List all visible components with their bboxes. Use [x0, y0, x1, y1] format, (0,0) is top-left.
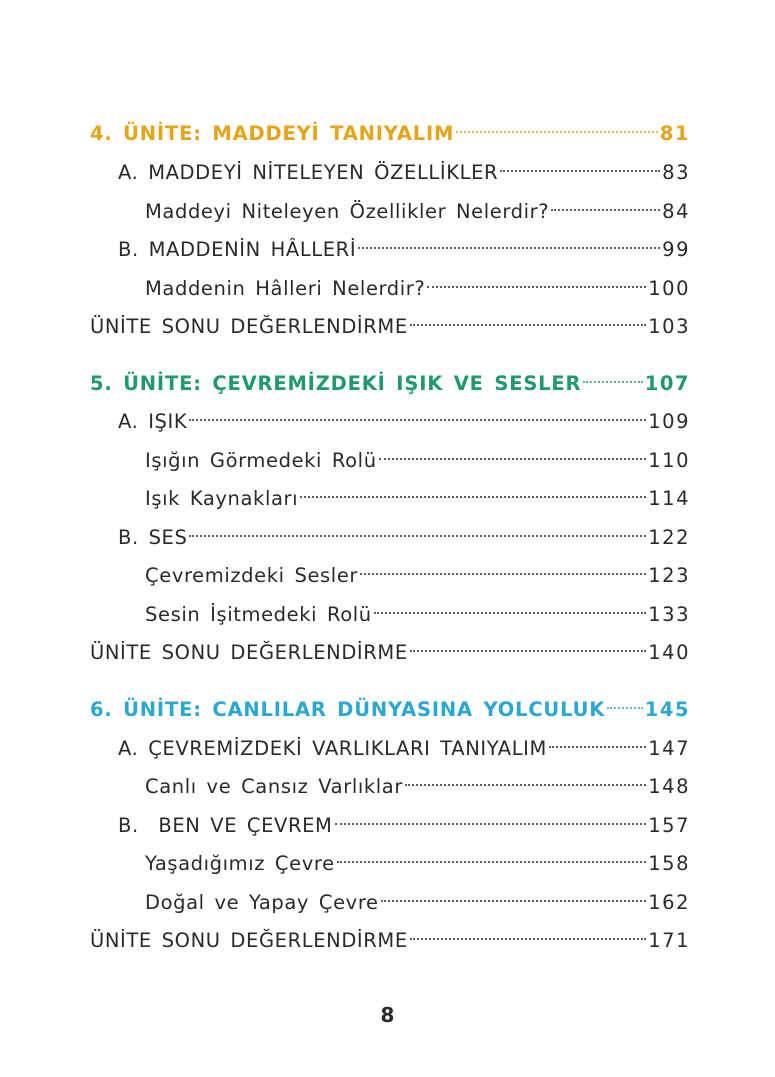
dot-leader	[300, 477, 646, 505]
toc-page: 81	[659, 122, 690, 145]
dot-leader	[607, 688, 643, 716]
toc-section[interactable]	[118, 727, 690, 760]
toc-label: A. IŞIK	[118, 410, 188, 433]
toc-label: B. BEN VE ÇEVREM	[118, 814, 333, 837]
toc-label: Doğal ve Yapay Çevre	[145, 891, 379, 914]
toc-section[interactable]	[118, 804, 690, 837]
toc-page: 158	[648, 852, 690, 875]
toc-page: 171	[648, 929, 690, 952]
toc-label: Yaşadığımız Çevre	[145, 852, 335, 875]
dot-leader	[551, 190, 660, 218]
dot-leader	[410, 631, 646, 659]
toc-label: Işığın Görmedeki Rolü	[145, 449, 377, 472]
dot-leader	[583, 362, 642, 390]
toc-label: ÜNİTE SONU DEĞERLENDİRME	[90, 929, 408, 952]
toc-section[interactable]	[118, 228, 690, 261]
toc-subsection[interactable]	[145, 765, 690, 798]
toc-unit-heading[interactable]	[90, 362, 690, 395]
toc-page: 162	[648, 891, 690, 914]
dot-leader	[379, 439, 647, 467]
toc-subsection[interactable]	[145, 593, 690, 626]
toc-page: 122	[648, 526, 690, 549]
toc-subsection[interactable]	[145, 842, 690, 875]
dot-leader	[456, 112, 658, 140]
toc-label: Işık Kaynakları	[145, 487, 299, 510]
toc-evaluation[interactable]	[90, 305, 690, 338]
toc-label: B. SES	[118, 526, 188, 549]
toc-subsection[interactable]	[145, 439, 690, 472]
toc-page: 109	[648, 410, 690, 433]
toc-label: ÜNİTE SONU DEĞERLENDİRME	[90, 315, 408, 338]
dot-leader	[189, 516, 646, 544]
toc-subsection[interactable]	[145, 267, 690, 300]
toc-page: 100	[648, 277, 690, 300]
dot-leader	[405, 765, 646, 793]
dot-leader	[410, 305, 646, 333]
toc-label: Maddenin Hâlleri Nelerdir?	[145, 277, 426, 300]
toc-subsection[interactable]	[145, 477, 690, 510]
toc-label: 5. ÜNİTE: ÇEVREMİZDEKİ IŞIK VE SESLER	[90, 372, 582, 395]
toc-page: 148	[648, 775, 690, 798]
toc-label: Maddeyi Niteleyen Özellikler Nelerdir?	[145, 200, 550, 223]
toc-label: ÜNİTE SONU DEĞERLENDİRME	[90, 641, 408, 664]
toc-label: B. MADDENİN HÂLLERİ	[118, 238, 357, 261]
toc-page: 123	[648, 564, 690, 587]
dot-leader	[374, 593, 647, 621]
dot-leader	[549, 727, 646, 755]
toc-page: 147	[648, 737, 690, 760]
toc-label: A. MADDEYİ NİTELEYEN ÖZELLİKLER	[118, 161, 499, 184]
toc-unit-heading[interactable]	[90, 112, 690, 145]
toc-page: 99	[662, 238, 690, 261]
toc-page: 133	[648, 603, 690, 626]
toc-page: 157	[648, 814, 690, 837]
dot-leader	[427, 267, 646, 295]
toc-label: Sesin İşitmedeki Rolü	[145, 603, 372, 626]
toc-label: A. ÇEVREMİZDEKİ VARLIKLARI TANIYALIM	[118, 737, 547, 760]
dot-leader	[189, 400, 646, 428]
toc-subsection[interactable]	[145, 190, 690, 223]
toc-page: 84	[662, 200, 690, 223]
toc-page: 110	[648, 449, 690, 472]
toc-section[interactable]	[118, 400, 690, 433]
dot-leader	[358, 228, 660, 256]
dot-leader	[381, 881, 647, 909]
dot-leader	[337, 842, 647, 870]
toc-page: 145	[644, 698, 690, 721]
toc-evaluation[interactable]	[90, 919, 690, 952]
dot-leader	[410, 919, 646, 947]
page-number: 8	[380, 1003, 395, 1027]
toc-evaluation[interactable]	[90, 631, 690, 664]
dot-leader	[335, 804, 647, 832]
toc-page: 114	[648, 487, 690, 510]
toc-label: Çevremizdeki Sesler	[145, 564, 359, 587]
toc-section[interactable]	[118, 151, 690, 184]
dot-leader	[500, 151, 660, 179]
dot-leader	[360, 554, 646, 582]
toc-label: Canlı ve Cansız Varlıklar	[145, 775, 403, 798]
toc-page: 83	[662, 161, 690, 184]
toc-unit-heading[interactable]	[90, 688, 690, 721]
toc-subsection[interactable]	[145, 554, 690, 587]
toc-label: 4. ÜNİTE: MADDEYİ TANIYALIM	[90, 122, 455, 145]
toc-subsection[interactable]	[145, 881, 690, 914]
toc-page: 103	[648, 315, 690, 338]
toc-section[interactable]	[118, 516, 690, 549]
toc-label: 6. ÜNİTE: CANLILAR DÜNYASINA YOLCULUK	[90, 698, 606, 721]
toc-page: 140	[648, 641, 690, 664]
toc-page: 107	[644, 372, 690, 395]
